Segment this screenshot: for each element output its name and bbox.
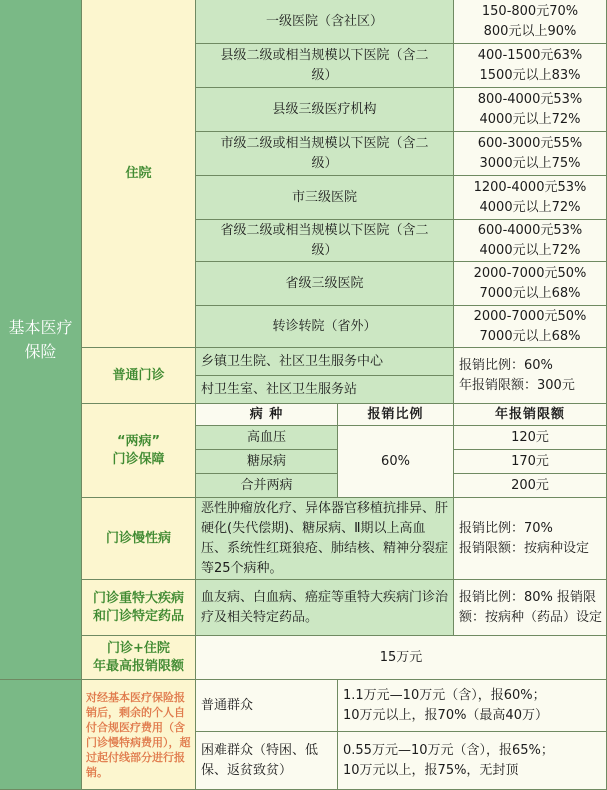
header-ratio: 报销比例 [338, 404, 454, 426]
two-diseases-ratio: 60% [338, 426, 454, 498]
disease-name: 高血压 [196, 426, 338, 450]
disease-name: 糖尿病 [196, 450, 338, 474]
inpatient-level: 县级二级或相当规模以下医院（含二 级） [196, 44, 454, 88]
disease-limit: 170元 [454, 450, 607, 474]
chronic-label: 门诊慢性病 [82, 498, 196, 580]
inpatient-rate: 400-1500元63% 1500元以上83% [454, 44, 607, 88]
chronic-info: 报销比例：70% 报销限额：按病种设定 [454, 498, 607, 580]
serious-detail: 1.1万元—10万元（含），报60%； 10万元以上，报70%（最高40万） [338, 680, 607, 732]
special-disease-label: 门诊重特大疾病 和门诊特定药品 [82, 580, 196, 636]
inpatient-level: 县级三级医疗机构 [196, 88, 454, 132]
special-desc: 血友病、白血病、癌症等重特大疾病门诊治疗及相关特定药品。 [196, 580, 454, 636]
inpatient-rate: 1200-4000元53% 4000元以上72% [454, 176, 607, 220]
max-limit-value: 15万元 [196, 636, 607, 680]
inpatient-rate: 600-4000元53% 4000元以上72% [454, 220, 607, 262]
inpatient-level: 转诊转院（省外） [196, 306, 454, 348]
section-basic-medical-insurance: 基本医疗 保险 [0, 0, 82, 680]
disease-limit: 200元 [454, 474, 607, 498]
section-serious-illness [0, 680, 82, 790]
inpatient-level: 省级三级医院 [196, 262, 454, 306]
inpatient-rate: 600-3000元55% 3000元以上75% [454, 132, 607, 176]
inpatient-level: 市级二级或相当规模以下医院（含二 级） [196, 132, 454, 176]
outpatient-info: 报销比例：60% 年报销限额：300元 [454, 348, 607, 404]
inpatient-label: 住院 [82, 0, 196, 348]
serious-group: 普通群众 [196, 680, 338, 732]
serious-detail: 0.55万元—10万元（含），报65%； 10万元以上，报75%，无封顶 [338, 732, 607, 790]
two-diseases-label: “两病” 门诊保障 [82, 404, 196, 498]
header-disease: 病 种 [196, 404, 338, 426]
inpatient-level: 市三级医院 [196, 176, 454, 220]
chronic-desc: 恶性肿瘤放化疗、异体器官移植抗排异、肝硬化(失代偿期)、糖尿病、Ⅱ期以上高血压、系统性红斑狼疮、肺结核、精神分裂症等25个病种。 [196, 498, 454, 580]
outpatient-label: 普通门诊 [82, 348, 196, 404]
serious-illness-note: 对经基本医疗保险报销后，剩余的个人自付合规医疗费用（含门诊慢特病费用），超过起付线部分进行报销。 [82, 680, 196, 790]
inpatient-rate: 2000-7000元50% 7000元以上68% [454, 262, 607, 306]
special-info: 报销比例：80% 报销限额：按病种（药品）设定 [454, 580, 607, 636]
header-limit: 年报销限额 [454, 404, 607, 426]
inpatient-level: 一级医院（含社区） [196, 0, 454, 44]
inpatient-level: 省级二级或相当规模以下医院（含二 级） [196, 220, 454, 262]
disease-name: 合并两病 [196, 474, 338, 498]
max-limit-label: 门诊+住院 年最高报销限额 [82, 636, 196, 680]
disease-limit: 120元 [454, 426, 607, 450]
inpatient-rate: 800-4000元53% 4000元以上72% [454, 88, 607, 132]
outpatient-place: 乡镇卫生院、社区卫生服务中心 [196, 348, 454, 376]
outpatient-place: 村卫生室、社区卫生服务站 [196, 376, 454, 404]
serious-group: 困难群众（特困、低保、返贫致贫） [196, 732, 338, 790]
inpatient-rate: 2000-7000元50% 7000元以上68% [454, 306, 607, 348]
inpatient-rate: 150-800元70% 800元以上90% [454, 0, 607, 44]
